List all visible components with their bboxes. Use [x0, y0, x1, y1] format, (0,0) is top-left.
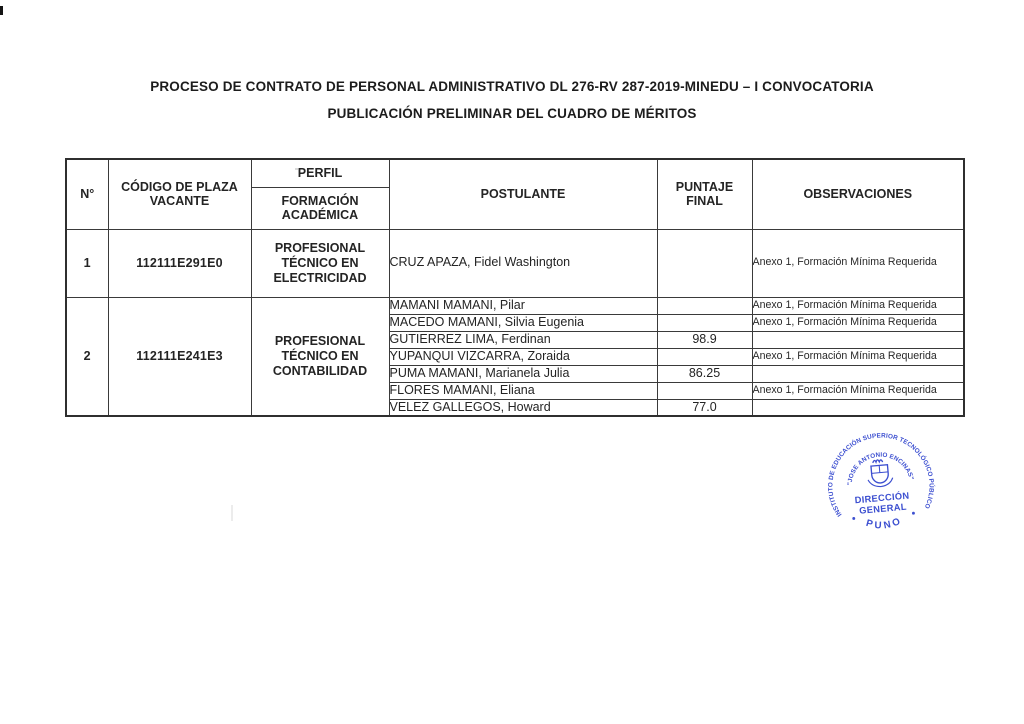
header-cell-perfil: PERFIL	[251, 159, 389, 187]
stamp-office-line2: GENERAL	[858, 501, 908, 516]
cell-postulante: YUPANQUI VIZCARRA, Zoraida	[389, 348, 657, 365]
stamp-office-line1: DIRECCIÓN	[854, 490, 910, 506]
cell-observaciones	[752, 331, 964, 348]
cell-postulante: FLORES MAMANI, Eliana	[389, 382, 657, 399]
scan-artifact	[0, 6, 3, 15]
cell-puntaje	[657, 348, 752, 365]
table-header-row	[66, 159, 964, 187]
cell-postulante: PUMA MAMANI, Marianela Julia	[389, 365, 657, 382]
cell-perfil: PROFESIONAL TÉCNICO EN CONTABILIDAD	[251, 297, 389, 416]
cell-observaciones	[752, 365, 964, 382]
cell-numero: 2	[66, 297, 108, 416]
header-cell-formacion-academica: FORMACIÓN ACADÉMICA	[251, 187, 389, 229]
stamp-seal-icon	[818, 423, 944, 549]
cell-perfil: PROFESIONAL TÉCNICO EN ELECTRICIDAD	[251, 229, 389, 297]
document-title-line1: PROCESO DE CONTRATO DE PERSONAL ADMINISTRATIVO DL 276-RV 287-2019-MINEDU – I CONVOCATORIA	[150, 79, 874, 94]
stamp-ring-text: INSTITUTO DE EDUCACIÓN SUPERIOR TECNOLÓGICO PÚBLICO	[827, 432, 935, 518]
svg-text:PUNO	[864, 515, 905, 533]
cell-postulante: VELEZ GALLEGOS, Howard	[389, 399, 657, 416]
header-cell-puntaje: PUNTAJE FINAL	[657, 159, 752, 229]
scan-artifact	[231, 505, 233, 521]
cell-codigo: 112111E291E0	[108, 229, 251, 297]
stamp-dot	[912, 512, 915, 515]
header-cell-numero: N°	[66, 159, 108, 229]
cell-puntaje	[657, 229, 752, 297]
stamp-city-text: PUNO	[864, 515, 905, 532]
document-title-line2: PUBLICACIÓN PRELIMINAR DEL CUADRO DE MÉRITOS	[327, 106, 697, 121]
cell-observaciones: Anexo 1, Formación Mínima Requerida	[752, 348, 964, 365]
cell-numero: 1	[66, 229, 108, 297]
cell-postulante: CRUZ APAZA, Fidel Washington	[389, 229, 657, 297]
table-row	[66, 297, 964, 314]
cell-puntaje: 86.25	[657, 365, 752, 382]
header-cell-observaciones: OBSERVACIONES	[752, 159, 964, 229]
cell-puntaje: 98.9	[657, 331, 752, 348]
cell-observaciones	[752, 399, 964, 416]
cell-observaciones: Anexo 1, Formación Mínima Requerida	[752, 382, 964, 399]
stamp-inner-ring-text: "JOSE ANTONIO ENCINAS"	[846, 451, 915, 486]
cell-puntaje: 77.0	[657, 399, 752, 416]
header-cell-postulante: POSTULANTE	[389, 159, 657, 229]
table-row	[66, 229, 964, 297]
coat-of-arms-icon	[866, 459, 893, 488]
cell-puntaje	[657, 382, 752, 399]
cell-puntaje	[657, 297, 752, 314]
cell-postulante: GUTIERREZ LIMA, Ferdinan	[389, 331, 657, 348]
cell-observaciones: Anexo 1, Formación Mínima Requerida	[752, 314, 964, 331]
header-cell-codigo: CÓDIGO DE PLAZA VACANTE	[108, 159, 251, 229]
stamp-dot	[852, 517, 855, 520]
cell-postulante: MAMANI MAMANI, Pilar	[389, 297, 657, 314]
cell-codigo: 112111E241E3	[108, 297, 251, 416]
cell-observaciones: Anexo 1, Formación Mínima Requerida	[752, 229, 964, 297]
cell-observaciones: Anexo 1, Formación Mínima Requerida	[752, 297, 964, 314]
merit-table	[65, 158, 965, 417]
cell-postulante: MACEDO MAMANI, Silvia Eugenia	[389, 314, 657, 331]
institutional-stamp	[818, 423, 944, 549]
cell-puntaje	[657, 314, 752, 331]
